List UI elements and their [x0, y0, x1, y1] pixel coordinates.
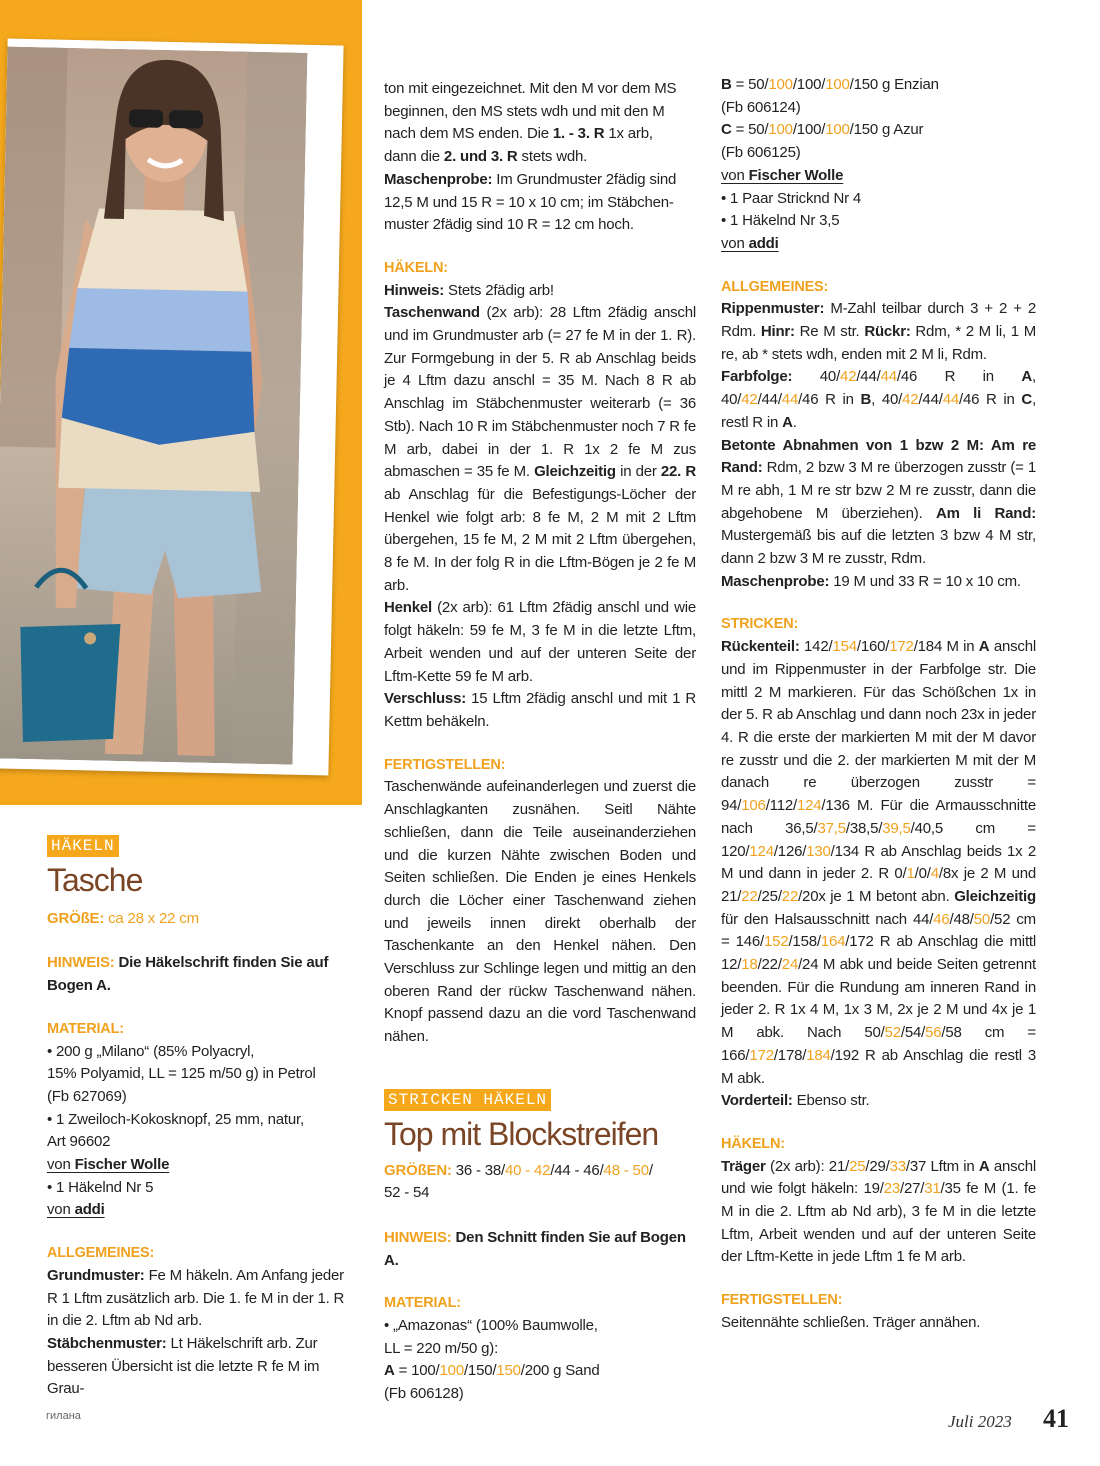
color-sequence-text: Farbfolge: 40/42/44/44/46 R in A, 40/42/44/44/46 R in B, 40/42/44/44/46 R in C, restl R in A.	[721, 368, 1037, 431]
supplier-fischer-wolle: Fischer Wolle	[748, 166, 844, 184]
source-watermark: гилана	[46, 1410, 81, 1422]
decrease-text: Betonte Abnahmen von 1 bzw 2 M: Am re Rand: Rdm, 2 bzw 3 M re überzogen zusstr (= 1 M re abh, 1 M re str bzw 2 M re zusstr, dann die abgehobene M überziehen). Am li Rand: Mustergemäß bis auf die letzten 3 bzw 4 M str, dann 2 bzw 3 M re zusstr, Rdm.	[721, 436, 1037, 568]
category-tag-crochet: HÄKELN	[47, 835, 119, 857]
size-heading: GRÖßE:	[47, 909, 105, 927]
material-line: • 1 Häkelnd Nr 5	[47, 1178, 154, 1196]
bag-instructions-column	[47, 835, 347, 1401]
material-line: 15% Polyamid, LL = 125 m/50 g) in Petrol	[47, 1065, 316, 1083]
bag-wall-instructions: Taschenwand (2x arb): 28 Lftm 2fädig anschl und im Grundmuster arb (= 27 fe M in der 1. R). Zur Formgebung in der 5. R ab Anschlag beids je 4 Lftm dazu anschl = 35 M. Nach 8 R ab Anschlag im Stäbchenmuster weiterarb (= 36 Stb). Nach 10 R im Stäbchenmuster noch 7 R fe M arb, dabei in der 1. R 1x 2 fe M zus abmaschen = 35 fe M. Gleichzeitig in der 22. R ab Anschlag für die Befestigungs-Löcher der Henkel wie folgt arb: 8 fe M, 2 M mit 2 Lftm übergehen, 15 fe M, 2 M mit 2 Lftm übergehen, 8 fe M. In der folg R in die Lftm-Bögen je 2 fe M arb.	[384, 304, 696, 594]
right-column: B = 50/100/100/100/150 g Enzian (Fb 606124) C = 50/100/100/100/150 g Azur (Fb 606125) von Fischer Wolle • 1 Paar Stricknd Nr 4 • 1 Häkelnd Nr 3,5 von addi ALLGEMEINES: Rippenmuster: M-Zahl teilbar durch 3 + 2 + 2 Rdm. Hinr: Re M str. Rückr: Rdm, * 2 M li, 1 M re, ab * stets wdh, enden mit 2 M li, Rdm. Farbfolge: 40/42/44/44/46 R in A, 40/42/44/44/46 R in B, 40/42/44/44/46 R in C, restl R in A. Betonte Abnahmen von 1 bzw 2 M: Am re Rand: Rdm, 2 bzw 3 M re überzogen zusstr (= 1 M re abh, 1 M re str bzw 2 M re zusstr, dann die abgehobene M überziehen). Am li Rand: Mustergemäß bis auf die letzten 3 bzw 4 M str, dann 2 bzw 3 M re zusstr, Rdm. Maschenprobe: 19 M und 33 R = 10 x 10 cm. STRICKEN: Rückenteil: 142/154/160/172/184 M in A anschl und im Rippenmuster in der Farbfolge str. Die mittl 2 M markieren. Für das Schößchen 1x in der 5. R ab Anschlag und dann noch 23x in jeder 4. R die erste der markierten M mit der M davor re zusstr und die 2. der markierten M mit der M danach re überzogen zusstr = 94/106/112/124/136 M. Für die Armausschnitte nach 36,5/37,5/38,5/39,5/40,5 cm = 120/124/126/130/134 R ab Anschlag beids 1x 2 M und dann in jeder 2. R 0/1/0/4/8x je 2 M und 21/22/25/22/20x je 1 M betont abn. Gleichzeitig für den Halsausschnitt nach 44/46/48/50/52 cm = 146/152/158/164/172 R ab Anschlag die mittl 12/18/22/24/24 M abk und beide Seiten getrennt beenden. Für die Rundung am inneren Rand in jeder 2. R 1x 4 M, 1x 3 M, 2x je 2 M und 4x je 1 M abk. Nach 50/52/54/56/58 cm = 166/172/178/184/192 R ab Anschlag die restl 3 M abk. Vorderteil: Ebenso str. HÄKELN: Träger (2x arb): 21/25/29/33/37 Lftm in A anschl und wie folgt häkeln: 19/23/27/31/35 fe M (1. fe M in die 2. Lftm ab Nd arb), 3 fe M in die letzte Lftm, Arbeit wenden und auf der unteren Seite der Lftm-Kette in jede Lftm 1 fe M arb. FERTIGSTELLEN: Seitennähte schließen. Träger annähen.	[721, 74, 1036, 1335]
supplier-line: von addi	[721, 234, 779, 252]
handle-instructions: Henkel (2x arb): 61 Lftm 2fädig anschl und wie folgt häkeln: 59 fe M, 3 fe M in die letzte Lftm, Arbeit wenden und auf der unteren Seite der Lftm-Kette 59 fe M arb.	[384, 599, 696, 685]
top-title: Top mit Blockstreifen	[384, 1115, 659, 1152]
page-number: 41	[1043, 1404, 1069, 1433]
middle-column: ton mit eingezeichnet. Mit den M vor dem MS beginnen, den MS stets wdh und mit den M nach dem MS enden. Die 1. - 3. R 1x arb, dann die 2. und 3. R stets wdh. Maschenprobe: Im Grundmuster 2fädig sind 12,5 M und 15 R = 10 x 10 cm; im Stäbchen- muster 2fädig sind 10 R = 12 cm hoch. HÄKELN: Hinweis: Stets 2fädig arb! Taschenwand (2x arb): 28 Lftm 2fädig anschl und im Grundmuster arb (= 27 fe M in der 1. R). Zur Formgebung in der 5. R ab Anschlag beids je 4 Lftm dazu anschl = 35 M. Nach 8 R ab Anschlag im Stäbchenmuster weiterarb (= 36 Stb). Nach 10 R im Stäbchenmuster noch 7 R fe M arb, dabei in der 1. R 1x 2 fe M zus abmaschen = 35 fe M. Gleichzeitig in der 22. R ab Anschlag für die Befestigungs-Löcher der Henkel wie folgt arb: 8 fe M, 2 M mit 2 Lftm übergehen, 15 fe M, 2 M mit 2 Lftm übergehen, 8 fe M. In der folg R in die Lftm-Bögen je 2 fe M arb. Henkel (2x arb): 61 Lftm 2fädig anschl und wie folgt häkeln: 59 fe M, 3 fe M in die letzte Lftm, Arbeit wenden und auf der unteren Seite der Lftm-Kette 59 fe M arb. Verschluss: 15 Lftm 2fädig anschl und mit 1 R Kettm behäkeln. FERTIGSTELLEN: Taschenwände aufeinanderlegen und zuerst die Anschlagkanten zusnähen. Seitl Nähte schließen, dann die Teile auseinanderziehen und die kurzen Nähte zwischen Boden und Seiten schließen. Die Enden je eines Henkels durch die Löcher einer Taschenwand ziehen und jeweils innen direkt oberhalb der Taschenkante an den Henkel nähen. Den Verschluss zur Schlinge legen und mittig an den oberen Rand der rückw Taschenwand nähen. Knopf passend dazu an die vord Taschenwand nähen. STRICKEN HÄKELN Top mit Blockstreifen GRÖßEN: 36 - 38/40 - 42/44 - 46/48 - 50/ 52 - 54 HINWEIS: Den Schnitt finden Sie auf Bogen A. MATERIAL: • „Amazonas“ (100% Baumwolle, LL = 220 m/50 g): A = 100/100/150/150/200 g Sand (Fb 606128)	[384, 80, 696, 1403]
general-heading-top: ALLGEMEINES:	[721, 278, 829, 295]
general-heading: ALLGEMEINES:	[47, 1245, 155, 1262]
finishing-heading-top: FERTIGSTELLEN:	[721, 1292, 843, 1309]
model-photo-illustration	[0, 47, 307, 765]
supplier-line: von Fischer Wolle	[721, 166, 844, 184]
category-tag-knit-crochet: STRICKEN HÄKELN	[384, 1089, 551, 1111]
hint-heading: HINWEIS:	[47, 954, 115, 972]
issue-date: Juli 2023	[948, 1412, 1012, 1431]
supplier-addi: addi	[748, 234, 779, 252]
straps-text: Träger (2x arb): 21/25/29/33/37 Lftm in A anschl und wie folgt häkeln: 19/23/27/31/35 fe M (1. fe M in die 2. Lftm ab Nd arb), 3 fe M in die letzte Lftm, Arbeit wenden und auf der unteren Seite der Lftm-Kette in jede Lftm 1 fe M arb.	[721, 1157, 1036, 1266]
finishing-text: Taschenwände aufeinanderlegen und zuerst die Anschlagkanten zusnähen. Seitl Nähte schließen, dann die Teile auseinanderziehen und die kurzen Nähte zwischen Boden und Seiten schließen. Die Enden je eines Henkels durch die Löcher einer Taschenwand ziehen und jeweils innen direkt oberhalb der Taschenkante an den Henkel nähen. Den Verschluss zur Schlinge legen und mittig an den oberen Rand der rückw Taschenwand nähen. Knopf passend dazu an die vord Taschenwand nähen.	[384, 778, 696, 1046]
material-line: • 1 Zweiloch-Kokosknopf, 25 mm, natur,	[47, 1110, 304, 1128]
supplier-line: von Fischer Wolle	[47, 1156, 170, 1174]
finishing-text-top: Seitennähte schließen. Träger annähen.	[721, 1313, 981, 1331]
rib-pattern-text: Rippenmuster: M-Zahl teilbar durch 3 + 2 + 2 Rdm. Hinr: Re M str. Rückr: Rdm, * 2 M li, 1 M re, ab * stets wdh, enden mit 2 M li, Rdm.	[721, 300, 1036, 363]
back-piece-text: Rückenteil: 142/154/160/172/184 M in A anschl und im Rippenmuster in der Farbfolge str. Die mittl 2 M markieren. Für das Schößchen 1x in der 5. R ab Anschlag und dann noch 23x in jeder 4. R die erste der markierten M mit der M davor re zusstr und die 2. der markierten M mit der M danach re überzogen zusstr = 94/106/112/124/136 M. Für die Armausschnitte nach 36,5/37,5/38,5/39,5/40,5 cm = 120/124/126/130/134 R ab Anschlag beids 1x 2 M und dann in jeder 2. R 0/1/0/4/8x je 2 M und 21/22/25/22/20x je 1 M betont abn. Gleichzeitig für den Halsausschnitt nach 44/46/48/50/52 cm = 146/152/158/164/172 R ab Anschlag die mittl 12/18/22/24/24 M abk und beide Seiten getrennt beenden. Für die Rundung am inneren Rand in jeder 2. R 1x 4 M, 1x 3 M, 2x je 2 M und 4x je 1 M abk. Nach 50/52/54/56/58 cm = 166/172/178/184/192 R ab Anschlag die restl 3 M abk.	[721, 638, 1037, 1087]
material-heading-top: MATERIAL:	[384, 1295, 461, 1312]
material-line: Art 96602	[47, 1133, 111, 1151]
sizes-line: GRÖßEN: 36 - 38/40 - 42/44 - 46/48 - 50/ 52 - 54	[384, 1161, 653, 1202]
knitting-heading: STRICKEN:	[721, 616, 799, 633]
material-line: (Fb 627069)	[47, 1087, 127, 1105]
hint-text: Die Häkelschrift finden Sie auf Bogen A.	[47, 954, 329, 995]
material-line: • 200 g „Milano“ (85% Polyacryl,	[47, 1042, 255, 1060]
finishing-heading: FERTIGSTELLEN:	[384, 756, 506, 773]
crochet-heading-top: HÄKELN:	[721, 1135, 785, 1152]
photo-frame	[0, 39, 344, 776]
stitch-pattern-text: Stäbchenmuster: Lt Häkelschrift arb. Zur besseren Übersicht ist die letzte R fe M im Grau-	[47, 1334, 320, 1398]
supplier-addi: addi	[74, 1201, 105, 1219]
size-value: ca 28 x 22 cm	[104, 909, 199, 927]
bag-title: Tasche	[47, 861, 143, 898]
material-heading: MATERIAL:	[47, 1020, 124, 1037]
basic-pattern-text: Grundmuster: Fe M häkeln. Am Anfang jeder R 1 Lftm zusätzlich arb. Die 1. fe M in der 1. R in die 2. Lftm ab Nd arb.	[47, 1266, 345, 1330]
closure-instructions: Verschluss: 15 Lftm 2fädig anschl und mit 1 R Kettm behäkeln.	[384, 690, 696, 730]
supplier-fischer-wolle: Fischer Wolle	[74, 1156, 170, 1174]
supplier-line: von addi	[47, 1201, 105, 1219]
model-photo	[0, 47, 307, 765]
crochet-heading: HÄKELN:	[384, 259, 448, 276]
